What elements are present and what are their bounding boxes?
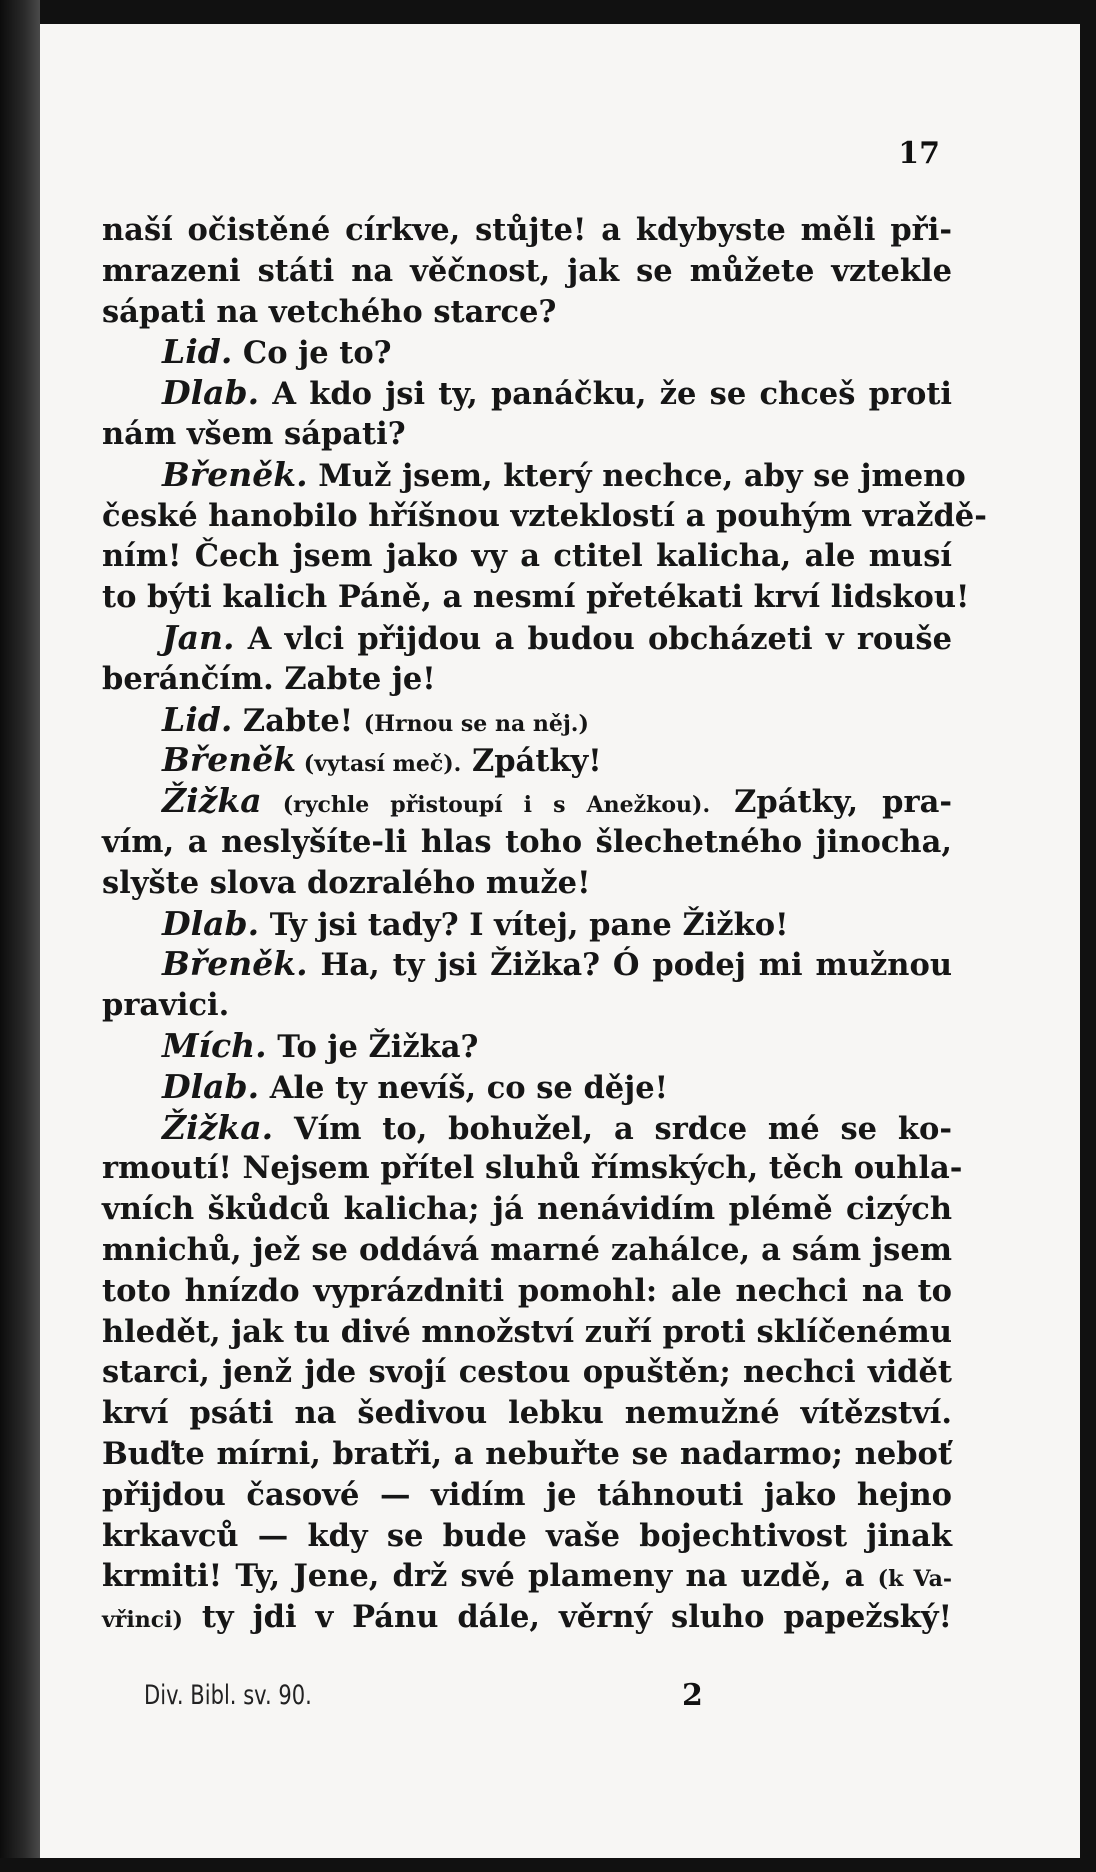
stage-direction: vřinci) <box>102 1607 183 1634</box>
text-line: to býti kalich Páně, a nesmí přetékati krví lidskou! <box>102 579 970 616</box>
text-line: krmiti! Ty, Jene, drž své plameny na uzdě, a (k Va- <box>102 1558 952 1595</box>
speaker-name: Mích. <box>162 1025 267 1065</box>
dialogue-line: Břeněk (vytasí meč). Zpátky! <box>162 740 602 780</box>
speaker-name: Břeněk. <box>162 454 308 494</box>
text-line: naší očistěné církve, stůjte! a kdybyste měli při- <box>102 212 952 248</box>
text-line: sápati na vetchého starce? <box>102 293 557 330</box>
scan-border-top <box>0 0 1096 24</box>
text-line: krkavců — kdy se bude vaše bojechtivost jinak <box>102 1517 952 1554</box>
dialogue-line: Dlab. Ty jsi tady? I vítej, pane Žižko! <box>162 903 789 943</box>
speaker-name: Lid. <box>162 699 233 739</box>
dialogue-line: Lid. Co je to? <box>162 332 392 372</box>
text-line: toto hnízdo vyprázdniti pomohl: ale nechci na to <box>102 1272 952 1309</box>
dialogue-line: Jan. A vlci přijdou a budou obcházeti v rouše <box>162 617 952 657</box>
speaker-name: Břeněk. <box>162 944 308 984</box>
scan-border-bottom <box>0 1858 1096 1872</box>
text-line: ním! Čech jsem jako vy a ctitel kalicha, ale musí <box>102 538 952 575</box>
speaker-name: Jan. <box>162 617 235 657</box>
stage-direction: (vytasí meč). <box>296 751 462 778</box>
text-line: krví psáti na šedivou lebku nemužné vítězství. <box>102 1395 952 1432</box>
text-line: slyšte slova dozralého muže! <box>102 864 591 901</box>
stage-direction: (Hrnou se na něj.) <box>363 710 589 737</box>
dialogue-line: Dlab. Ale ty nevíš, co se děje! <box>162 1066 669 1106</box>
dialogue-line: Břeněk. Muž jsem, který nechce, aby se jmeno <box>162 454 966 494</box>
play-text <box>102 210 987 1638</box>
speaker-name: Žižka <box>162 781 262 821</box>
text-line: přijdou časové — vidím je táhnouti jako hejno <box>102 1476 952 1513</box>
dialogue-line: Břeněk. Ha, ty jsi Žižka? Ó podej mi mužnou <box>162 944 952 984</box>
text-line: české hanobilo hříšnou vzteklostí a pouhým vraždě- <box>102 497 987 534</box>
dialogue-line: Lid. Zabte! (Hrnou se na něj.) <box>162 699 589 739</box>
text-line: hledět, jak tu divé množství zuří proti sklíčenému <box>102 1313 952 1350</box>
stage-direction: (rychle přistoupí i s Anežkou). <box>261 792 711 819</box>
dialogue-line: Mích. To je Žižka? <box>162 1025 479 1065</box>
scan-border-right <box>1080 0 1096 1872</box>
text-line: vřinci) ty jdi v Pánu dále, věrný sluho papežský! <box>102 1599 952 1636</box>
text-line: vních škůdců kalicha; já nenávidím plémě cizých <box>102 1191 952 1228</box>
dialogue-line: Žižka. Vím to, bohužel, a srdce mé se ko- <box>162 1107 952 1147</box>
speaker-name: Lid. <box>162 332 233 372</box>
speaker-name: Dlab. <box>162 373 260 413</box>
speaker-name: Dlab. <box>162 1066 260 1106</box>
stage-direction: (k Va- <box>877 1566 952 1593</box>
page-number: 17 <box>898 136 940 171</box>
text-line: rmoutí! Nejsem přítel sluhů římských, těch ouhla- <box>102 1150 963 1187</box>
dialogue-line: Žižka (rychle přistoupí i s Anežkou). Zpátky, pra- <box>162 781 952 821</box>
book-page <box>40 24 1080 1858</box>
speaker-name: Dlab. <box>162 903 260 943</box>
text-line: vím, a neslyšíte-li hlas toho šlechetného jinocha, <box>102 823 952 860</box>
sheet-number: 2 <box>682 1678 703 1713</box>
speaker-name: Břeněk <box>162 740 297 780</box>
speaker-name: Žižka. <box>162 1107 274 1147</box>
scan-border-left <box>0 0 40 1872</box>
text-line: starci, jenž jde svojí cestou opuštěn; nechci vidět <box>102 1354 952 1391</box>
dialogue-line: Dlab. A kdo jsi ty, panáčku, že se chceš proti <box>162 373 952 413</box>
text-line: beránčím. Zabte je! <box>102 660 436 697</box>
text-line: nám všem sápati? <box>102 415 406 452</box>
text-line: pravici. <box>102 987 230 1024</box>
text-line: Buďte mírni, bratři, a nebuřte se nadarmo; neboť <box>102 1435 952 1472</box>
text-line: mrazeni státi na věčnost, jak se můžete vztekle <box>102 252 952 289</box>
printer-signature: Div. Bibl. sv. 90. <box>144 1680 312 1711</box>
text-line: mnichů, jež se oddává marné zahálce, a sám jsem <box>102 1231 952 1268</box>
